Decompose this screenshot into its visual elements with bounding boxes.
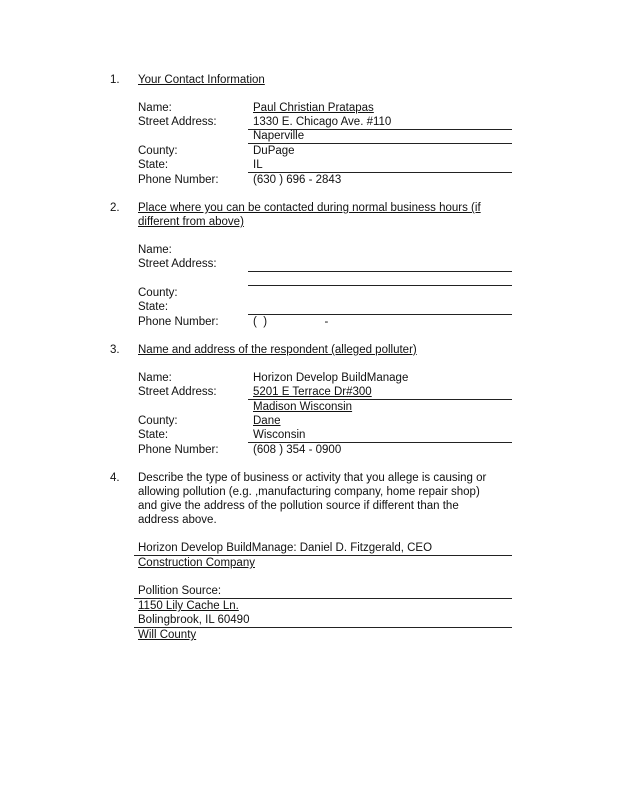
section-3-phone-value: (608 ) 354 - 0900 [253, 444, 342, 456]
section-4-answer-line-2: Construction Company [138, 557, 255, 569]
section-3-phone-label: Phone Number: [138, 444, 219, 456]
section-2-title-line-1: Place where you can be contacted during normal business hours (if [138, 202, 481, 214]
section-3-street-value-2: Madison Wisconsin [253, 401, 353, 413]
section-4-desc-line-2: allowing pollution (e.g. ,manufacturing company, home repair shop) [138, 486, 480, 498]
section-3-state-label: State: [138, 429, 169, 441]
section-3-title: Name and address of the respondent (alleged polluter) [138, 344, 417, 356]
section-1-phone-value: (630 ) 696 - 2843 [253, 174, 342, 186]
section-4-answer-line-5: Bolingbrook, IL 60490 [138, 614, 250, 626]
section-1-state-label: State: [138, 159, 169, 171]
section-2-name-label: Name: [138, 244, 172, 256]
section-2-county-label: County: [138, 287, 178, 299]
section-1-state-value: IL [253, 159, 263, 171]
section-1-street-value-1: 1330 E. Chicago Ave. #110 [253, 116, 392, 128]
section-1-name-label: Name: [138, 102, 172, 114]
section-4-desc-line-3: and give the address of the pollution source if different than the [138, 500, 459, 512]
section-1-street-value-2: Naperville [253, 130, 305, 142]
section-2-phone-label: Phone Number: [138, 316, 219, 328]
section-3-name-label: Name: [138, 372, 172, 384]
section-2-street-line-1 [248, 271, 512, 272]
section-4-answer-line-3: Pollition Source: [138, 585, 222, 597]
section-2-state-label: State: [138, 301, 169, 313]
section-1-street-label: Street Address: [138, 116, 217, 128]
section-2-street-line-2 [248, 285, 512, 286]
section-3-number: 3. [110, 344, 120, 356]
section-2-number: 2. [110, 202, 120, 214]
section-4-answer-line-6: Will County [138, 629, 197, 641]
section-3-street-value-1: 5201 E Terrace Dr#300 [253, 386, 372, 398]
section-3-street-label: Street Address: [138, 386, 217, 398]
section-1-county-value: DuPage [253, 145, 295, 157]
section-4-number: 4. [110, 472, 120, 484]
section-2-title-line-2: different from above) [138, 216, 244, 228]
section-1-number: 1. [110, 74, 120, 86]
section-3-county-value: Dane [253, 415, 281, 427]
section-3-name-value: Horizon Develop BuildManage [253, 372, 409, 384]
section-3-state-value: Wisconsin [253, 429, 306, 441]
section-4-desc-line-1: Describe the type of business or activity that you allege is causing or [138, 472, 487, 484]
section-1-county-label: County: [138, 145, 178, 157]
section-4-answer-line-1: Horizon Develop BuildManage: Daniel D. Fitzgerald, CEO [138, 542, 433, 554]
section-1-name-value: Paul Christian Pratapas [253, 102, 374, 114]
section-4-desc-line-4: address above. [138, 514, 217, 526]
section-2-street-label: Street Address: [138, 258, 217, 270]
section-1-title: Your Contact Information [138, 74, 265, 86]
section-2-phone-value: ( ) - [253, 316, 329, 328]
section-4-answer-line-4: 1150 Lily Cache Ln. [138, 600, 239, 612]
section-3-county-label: County: [138, 415, 178, 427]
section-1-phone-label: Phone Number: [138, 174, 219, 186]
